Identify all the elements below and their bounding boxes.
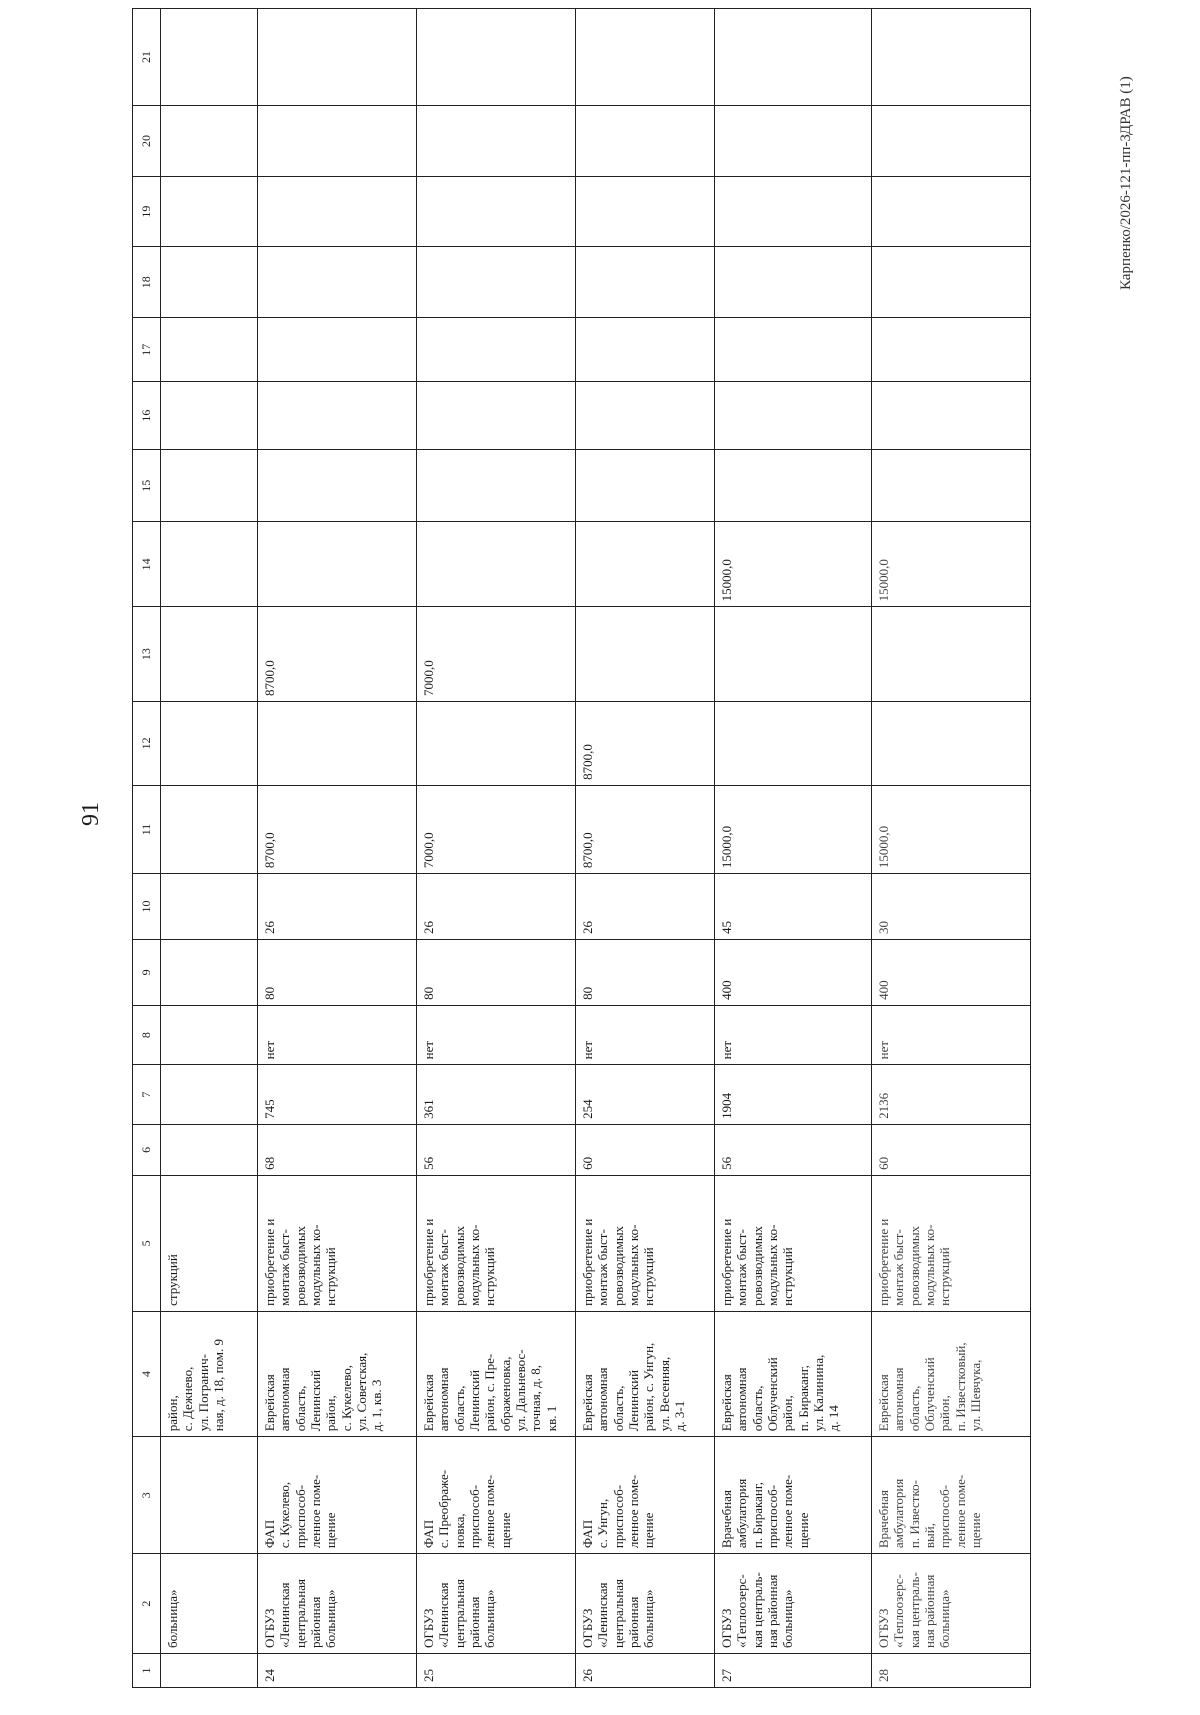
table-cell bbox=[576, 607, 715, 702]
table-cell bbox=[161, 318, 258, 382]
table-cell bbox=[161, 874, 258, 940]
table-cell bbox=[872, 701, 1031, 785]
table-row bbox=[576, 9, 715, 1688]
table-cell: Врачебная амбулатория п. Известко- вый, приспособ- ленное поме- щение bbox=[872, 1437, 1031, 1554]
header-cell: 13 bbox=[133, 607, 161, 702]
document-code: Карпенко/2026-121-пп-ЗДРАВ (1) bbox=[1118, 76, 1134, 290]
table-cell bbox=[161, 607, 258, 702]
table-cell bbox=[258, 105, 417, 176]
table-cell: ОГБУЗ «Теплоозерс- кая централь- ная районная больница» bbox=[872, 1554, 1031, 1654]
table-cell: район, с. Дежнево, ул. Погранич- ная, д. 18, пом. 9 bbox=[161, 1311, 258, 1436]
table-cell: 60 bbox=[576, 1124, 715, 1175]
header-cell: 21 bbox=[133, 9, 161, 106]
table-cell: 8700,0 bbox=[576, 701, 715, 785]
table-cell bbox=[715, 701, 872, 785]
header-cell: 2 bbox=[133, 1554, 161, 1654]
table-cell: 400 bbox=[872, 939, 1031, 1005]
table-cell: Еврейская автономная область, Ленинский район, с. Унгун, ул. Весенняя, д. 3-1 bbox=[576, 1311, 715, 1436]
table-cell: 7000,0 bbox=[417, 785, 576, 873]
table-cell: 26 bbox=[417, 874, 576, 940]
table-cell: Еврейская автономная область, Ленинский район, с. Пре- ображеновка, ул. Дальневос- точная, д. 8, кв. 1 bbox=[417, 1311, 576, 1436]
header-cell: 18 bbox=[133, 247, 161, 318]
table-cell: 361 bbox=[417, 1065, 576, 1125]
table-cell: 2136 bbox=[872, 1065, 1031, 1125]
table-cell bbox=[417, 701, 576, 785]
table-cell bbox=[161, 1065, 258, 1125]
table-cell bbox=[258, 177, 417, 247]
table-cell bbox=[715, 9, 872, 106]
table-cell bbox=[161, 382, 258, 450]
table-cell: нет bbox=[872, 1005, 1031, 1065]
table-cell: 68 bbox=[258, 1124, 417, 1175]
table-cell bbox=[161, 177, 258, 247]
table-cell: Врачебная амбулатория п. Бираканг, приспособ- ленное поме- щение bbox=[715, 1437, 872, 1554]
table-cell: приобретение и монтаж быст- ровозводимых модульных ко- нструкций bbox=[872, 1175, 1031, 1311]
table-cell: нет bbox=[576, 1005, 715, 1065]
table-cell: ОГБУЗ «Теплоозерс- кая централь- ная районная больница» bbox=[715, 1554, 872, 1654]
table-cell bbox=[161, 450, 258, 522]
header-cell: 1 bbox=[133, 1654, 161, 1688]
header-cell: 17 bbox=[133, 318, 161, 382]
header-cell: 15 bbox=[133, 450, 161, 522]
table-cell: 15000,0 bbox=[872, 522, 1031, 607]
table-cell: ФАП с. Унгун, приспособ- ленное поме- щение bbox=[576, 1437, 715, 1554]
table-cell bbox=[872, 450, 1031, 522]
table-cell bbox=[417, 247, 576, 318]
table-cell bbox=[715, 247, 872, 318]
table-cell: 56 bbox=[715, 1124, 872, 1175]
table-cell bbox=[258, 701, 417, 785]
table-cell: 27 bbox=[715, 1654, 872, 1688]
rotated-table-wrapper bbox=[132, 8, 1031, 1688]
table-cell: приобретение и монтаж быст- ровозводимых модульных ко- нструкций bbox=[576, 1175, 715, 1311]
table-cell: 45 bbox=[715, 874, 872, 940]
table-cell bbox=[576, 177, 715, 247]
table-cell bbox=[417, 382, 576, 450]
table-cell bbox=[161, 939, 258, 1005]
table-cell: приобретение и монтаж быст- ровозводимых модульных ко- нструкций bbox=[715, 1175, 872, 1311]
table-cell bbox=[258, 247, 417, 318]
table-cell bbox=[161, 1654, 258, 1688]
header-cell: 3 bbox=[133, 1437, 161, 1554]
table-cell bbox=[258, 318, 417, 382]
table-cell: ФАП с. Кукелево, приспособ- ленное поме- щение bbox=[258, 1437, 417, 1554]
table-cell bbox=[872, 9, 1031, 106]
header-cell: 6 bbox=[133, 1124, 161, 1175]
table-cell bbox=[715, 177, 872, 247]
table-cell bbox=[872, 318, 1031, 382]
table-cell: 400 bbox=[715, 939, 872, 1005]
table-cell: нет bbox=[715, 1005, 872, 1065]
table-cell bbox=[417, 522, 576, 607]
table-cell: 26 bbox=[576, 1654, 715, 1688]
table-cell: 30 bbox=[872, 874, 1031, 940]
header-cell: 4 bbox=[133, 1311, 161, 1436]
table-cell bbox=[576, 522, 715, 607]
table-cell: 26 bbox=[258, 874, 417, 940]
table-cell bbox=[715, 607, 872, 702]
table-cell bbox=[161, 105, 258, 176]
table-cell: 28 bbox=[872, 1654, 1031, 1688]
table-cell bbox=[576, 9, 715, 106]
table-cell bbox=[576, 450, 715, 522]
table-cell bbox=[576, 105, 715, 176]
table-cell: больница» bbox=[161, 1554, 258, 1654]
table-cell bbox=[161, 701, 258, 785]
table-cell bbox=[872, 105, 1031, 176]
table-cell bbox=[872, 247, 1031, 318]
table-cell bbox=[161, 1437, 258, 1554]
table-row bbox=[417, 9, 576, 1688]
header-cell: 7 bbox=[133, 1065, 161, 1125]
table-cell: Еврейская автономная область, Облученский район, п. Бираканг, ул. Калинина, д. 14 bbox=[715, 1311, 872, 1436]
table-cell bbox=[417, 318, 576, 382]
data-table bbox=[132, 8, 1031, 1688]
table-cell: нет bbox=[258, 1005, 417, 1065]
table-cell bbox=[417, 9, 576, 106]
table-cell bbox=[258, 382, 417, 450]
table-cell bbox=[258, 9, 417, 106]
table-cell: 80 bbox=[417, 939, 576, 1005]
header-cell: 5 bbox=[133, 1175, 161, 1311]
header-cell: 11 bbox=[133, 785, 161, 873]
table-cell: 60 bbox=[872, 1124, 1031, 1175]
table-cell bbox=[161, 785, 258, 873]
table-cell: 7000,0 bbox=[417, 607, 576, 702]
header-cell: 16 bbox=[133, 382, 161, 450]
table-cell bbox=[872, 607, 1031, 702]
table-cell: Еврейская автономная область, Ленинский район, с. Кукелево, ул. Советская, д. 1, кв. 3 bbox=[258, 1311, 417, 1436]
table-cell: 15000,0 bbox=[715, 522, 872, 607]
table-cell bbox=[576, 318, 715, 382]
table-cell bbox=[161, 1005, 258, 1065]
table-cell bbox=[161, 9, 258, 106]
table-cell: струкций bbox=[161, 1175, 258, 1311]
table-cell: 26 bbox=[576, 874, 715, 940]
table-cell bbox=[715, 318, 872, 382]
header-cell: 14 bbox=[133, 522, 161, 607]
table-cell: 25 bbox=[417, 1654, 576, 1688]
table-cell: 80 bbox=[258, 939, 417, 1005]
table-row bbox=[872, 9, 1031, 1688]
table-cell: ОГБУЗ «Ленинская центральная районная больница» bbox=[576, 1554, 715, 1654]
table-cell: 80 bbox=[576, 939, 715, 1005]
table-cell: 24 bbox=[258, 1654, 417, 1688]
table-cell: Еврейская автономная область, Облученский район, п. Известковый, ул. Шевчука, bbox=[872, 1311, 1031, 1436]
table-cell bbox=[417, 105, 576, 176]
table-cell: 254 bbox=[576, 1065, 715, 1125]
header-cell: 20 bbox=[133, 105, 161, 176]
table-cell: 745 bbox=[258, 1065, 417, 1125]
table-cell bbox=[872, 177, 1031, 247]
table-cell: приобретение и монтаж быст- ровозводимых модульных ко- нструкций bbox=[258, 1175, 417, 1311]
table-cell bbox=[417, 450, 576, 522]
table-cell bbox=[872, 382, 1031, 450]
table-cell bbox=[715, 382, 872, 450]
table-row bbox=[161, 9, 258, 1688]
table-cell bbox=[715, 105, 872, 176]
table-row bbox=[258, 9, 417, 1688]
table-cell: нет bbox=[417, 1005, 576, 1065]
table-cell: 8700,0 bbox=[258, 607, 417, 702]
table-cell bbox=[576, 247, 715, 318]
header-cell: 10 bbox=[133, 874, 161, 940]
table-cell: приобретение и монтаж быст- ровозводимых модульных ко- нструкций bbox=[417, 1175, 576, 1311]
table-row bbox=[715, 9, 872, 1688]
table-cell bbox=[161, 247, 258, 318]
table-cell: ОГБУЗ «Ленинская центральная районная больница» bbox=[258, 1554, 417, 1654]
table-cell bbox=[258, 522, 417, 607]
header-row bbox=[133, 9, 161, 1688]
table-cell: 15000,0 bbox=[715, 785, 872, 873]
table-cell: ФАП с. Преображе- новка, приспособ- ленное поме- щение bbox=[417, 1437, 576, 1554]
table-cell bbox=[258, 450, 417, 522]
table-cell: 15000,0 bbox=[872, 785, 1031, 873]
table-cell: 8700,0 bbox=[576, 785, 715, 873]
page-number: 91 bbox=[78, 802, 104, 826]
table-cell: 56 bbox=[417, 1124, 576, 1175]
table-cell bbox=[417, 177, 576, 247]
table-cell bbox=[715, 450, 872, 522]
table-cell: 8700,0 bbox=[258, 785, 417, 873]
table-cell: 1904 bbox=[715, 1065, 872, 1125]
table-cell bbox=[576, 382, 715, 450]
header-cell: 19 bbox=[133, 177, 161, 247]
table-cell: ОГБУЗ «Ленинская центральная районная больница» bbox=[417, 1554, 576, 1654]
table-cell bbox=[161, 522, 258, 607]
header-cell: 12 bbox=[133, 701, 161, 785]
table-cell bbox=[161, 1124, 258, 1175]
header-cell: 9 bbox=[133, 939, 161, 1005]
header-cell: 8 bbox=[133, 1005, 161, 1065]
